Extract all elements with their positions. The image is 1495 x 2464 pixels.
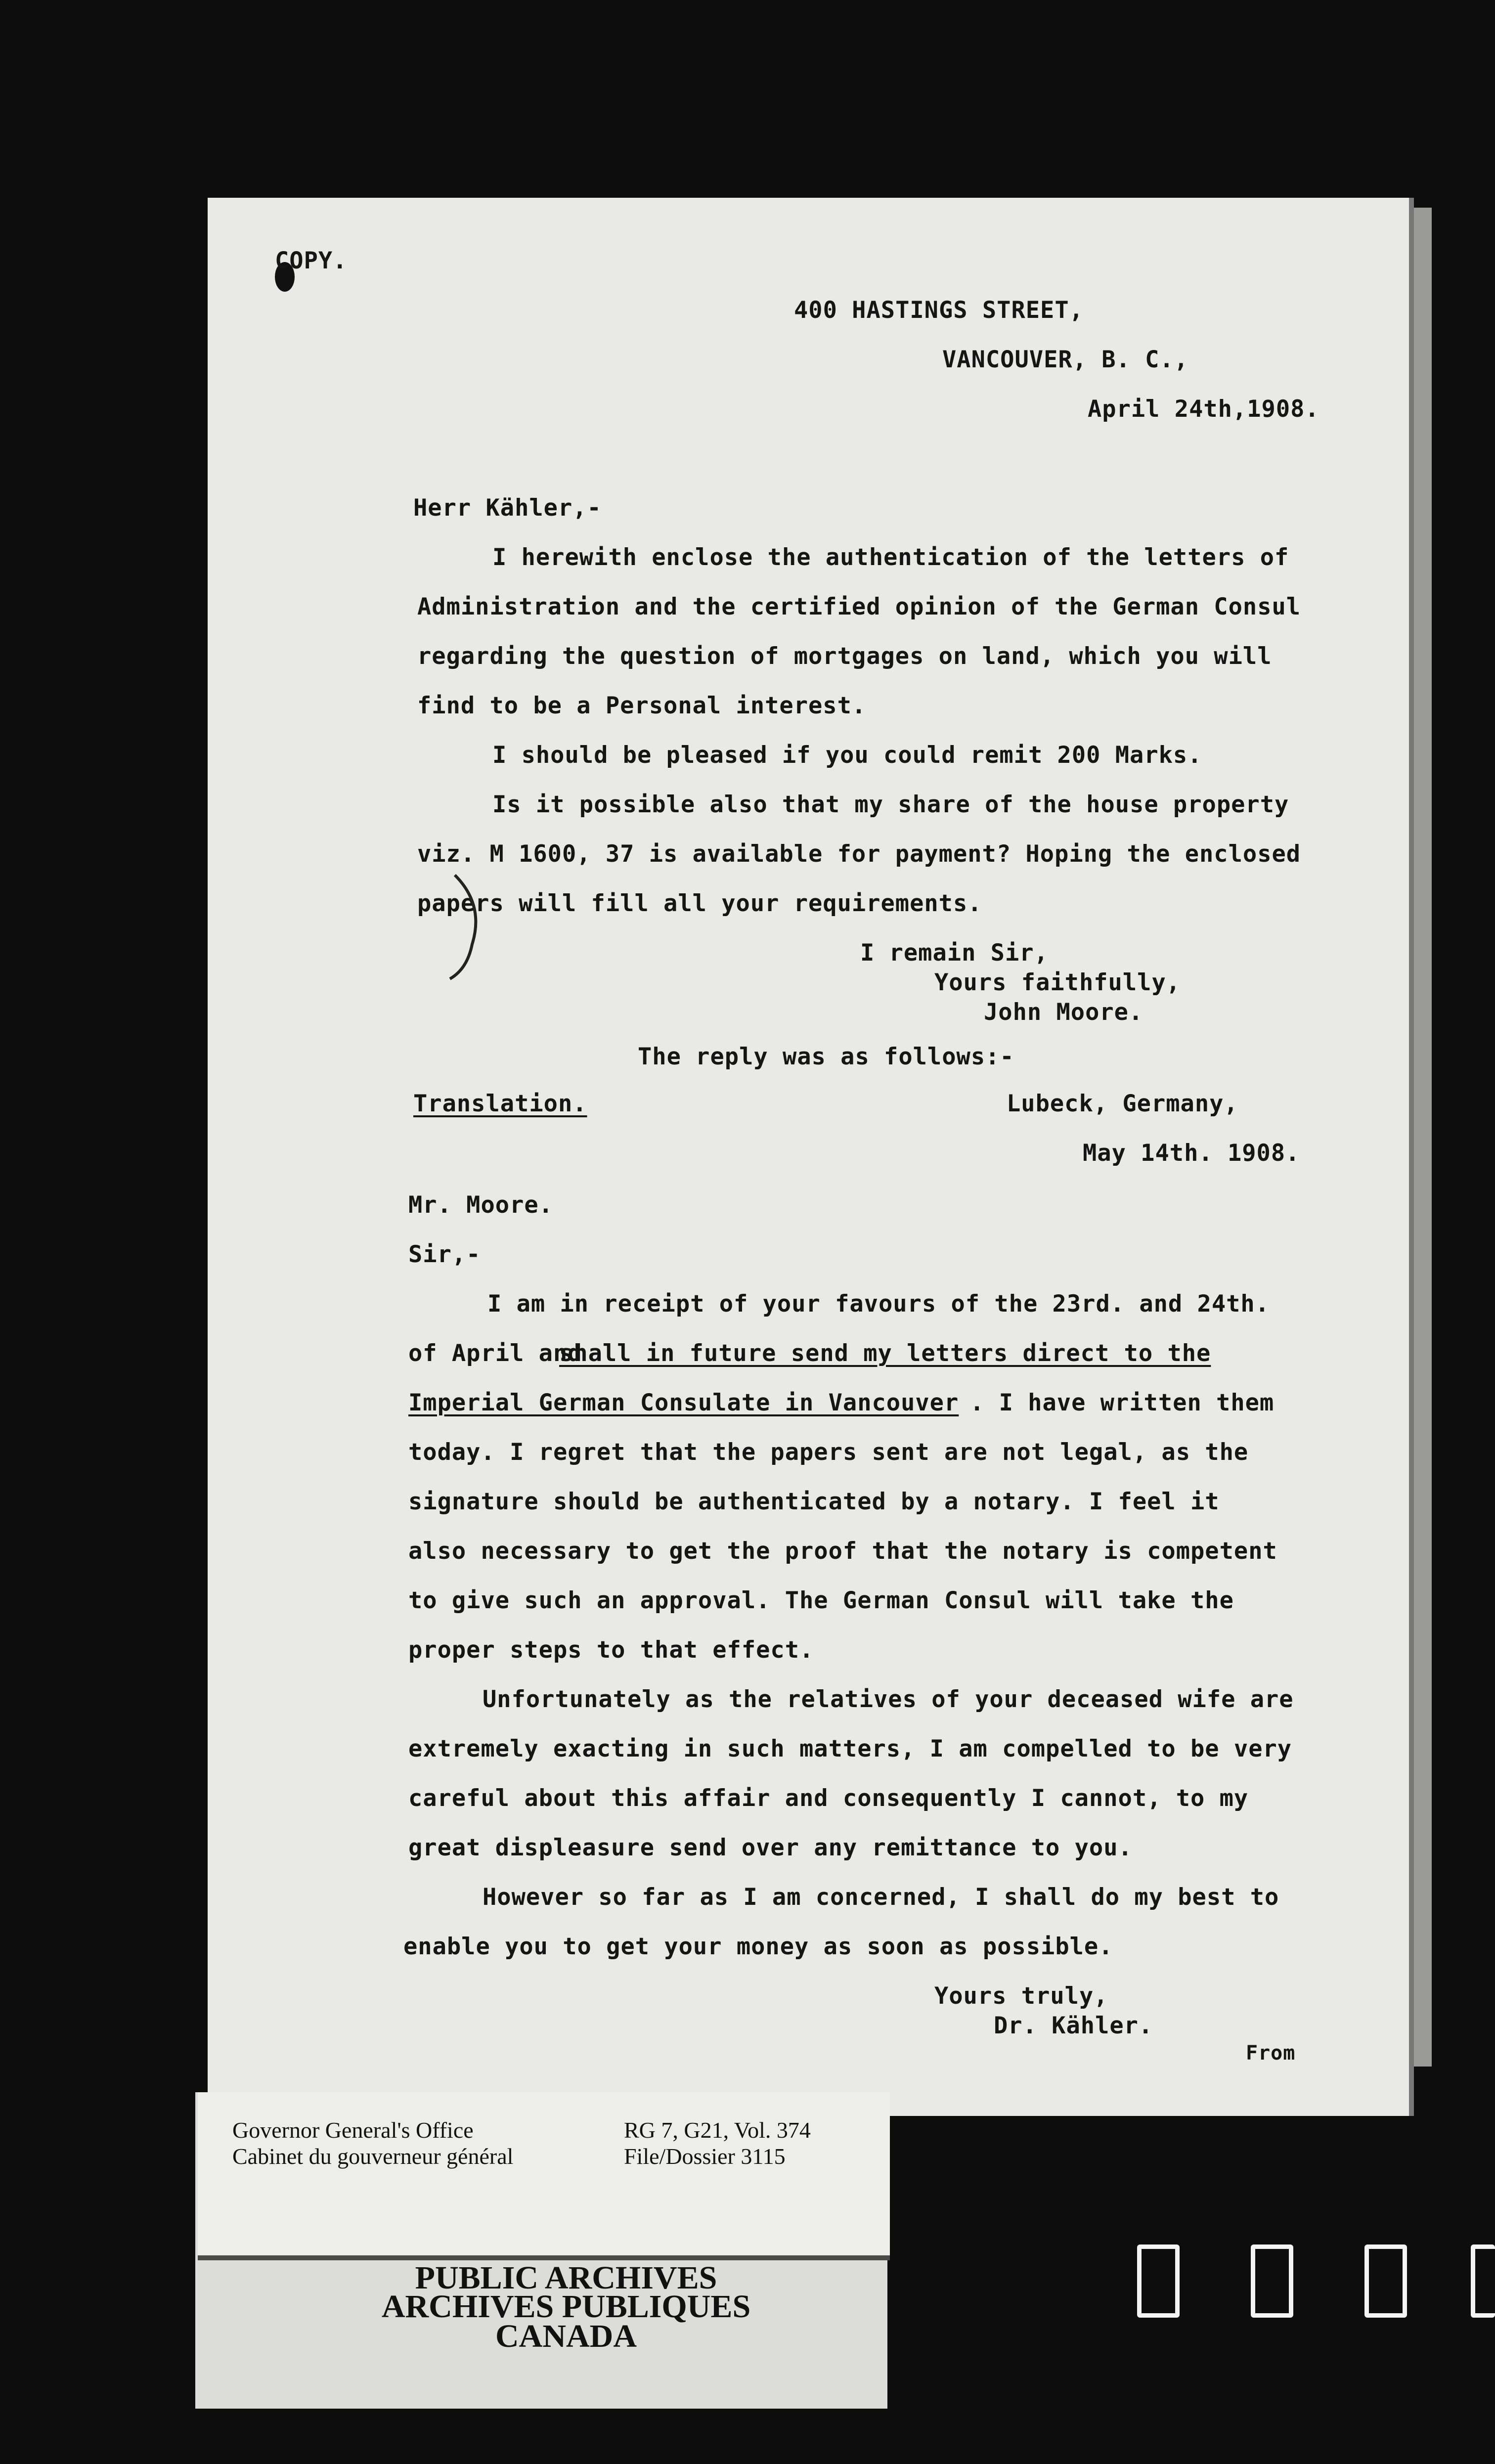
letter2-body-line: today. I regret that the papers sent are not legal, as the — [408, 1439, 1249, 1466]
office-en: Governor General's Office — [232, 2117, 474, 2143]
letter2-body-line: also necessary to get the proof that the notary is competent — [408, 1538, 1277, 1565]
archives-en: PUBLIC ARCHIVES — [415, 2260, 717, 2296]
letter2-body-line: However so far as I am concerned, I shall do my best to — [483, 1884, 1279, 1911]
letter2-date: May 14th. 1908. — [1083, 1140, 1300, 1167]
copy-mark: COPY. — [275, 247, 348, 274]
letter1-closing: I remain Sir, — [860, 939, 1049, 967]
reply-intro: The reply was as follows:- — [638, 1043, 1014, 1070]
letter1-body-line: I herewith enclose the authentication of the letters of — [492, 544, 1289, 571]
address-line-2: VANCOUVER, B. C., — [942, 346, 1189, 373]
frame-digit — [1471, 2244, 1495, 2318]
letter2-closing: Yours truly, — [934, 1982, 1108, 2010]
letter1-closing-2: Yours faithfully, — [934, 969, 1181, 996]
letter2-body-line: great displeasure send over any remittance to you. — [408, 1834, 1133, 1861]
frame-digit — [1251, 2244, 1293, 2318]
letter2-body-line: extremely exacting in such matters, I am compelled to be very — [408, 1735, 1292, 1762]
letter2-underlined-text: shall in future send my letters direct to the — [559, 1340, 1211, 1367]
letter2-addressee: Mr. Moore. — [408, 1191, 553, 1219]
letter2-body-line: of April and — [408, 1340, 582, 1367]
letter2-body-line: careful about this affair and consequently I cannot, to my — [408, 1785, 1249, 1812]
office-fr: Cabinet du gouverneur général — [232, 2144, 514, 2169]
letter2-body-line: signature should be authenticated by a notary. I feel it — [408, 1488, 1220, 1515]
letter1-date: April 24th,1908. — [1088, 396, 1319, 423]
archives-fr: ARCHIVES PUBLIQUES — [381, 2288, 751, 2325]
pencil-bracket-mark — [445, 870, 489, 984]
letter1-body-line: find to be a Personal interest. — [417, 692, 867, 719]
catchword: From — [1246, 2042, 1296, 2065]
archive-reference: RG 7, G21, Vol. 374 — [624, 2117, 811, 2143]
letter2-signature: Dr. Kähler. — [994, 2012, 1153, 2039]
letter2-body-line: enable you to get your money as soon as possible. — [403, 1933, 1113, 1960]
archive-file-number: File/Dossier 3115 — [624, 2144, 786, 2169]
letter1-body-line: regarding the question of mortgages on land, which you will — [417, 643, 1272, 670]
frame-digit — [1137, 2244, 1180, 2318]
address-line-1: 400 HASTINGS STREET, — [794, 297, 1084, 324]
letter2-body-line: Unfortunately as the relatives of your deceased wife are — [483, 1686, 1294, 1713]
letter1-body-line: viz. M 1600, 37 is available for payment? Hoping the enclosed — [417, 840, 1301, 868]
letter1-body-line: Administration and the certified opinion of the German Consul — [417, 593, 1301, 620]
letter2-body-line: proper steps to that effect. — [408, 1636, 814, 1664]
letter1-signature: John Moore. — [984, 999, 1143, 1026]
letter1-body-line: Is it possible also that my share of the house property — [492, 791, 1289, 818]
letter1-body-line: I should be pleased if you could remit 200 Marks. — [492, 742, 1202, 769]
letter2-body-line: to give such an approval. The German Consul will take the — [408, 1587, 1234, 1614]
letter2-place: Lubeck, Germany, — [1007, 1090, 1238, 1117]
letter1-body-line: papers will fill all your requirements. — [417, 890, 982, 917]
translation-heading: Translation. — [413, 1090, 587, 1117]
letter2-body-line: . I have written them — [970, 1389, 1275, 1416]
page-edge-shadow — [1409, 208, 1432, 2067]
letter2-body-line: I am in receipt of your favours of the 23rd. and 24th. — [487, 1290, 1270, 1318]
letter2-salutation: Sir,- — [408, 1241, 481, 1268]
archives-country: CANADA — [495, 2318, 637, 2354]
letter1-salutation: Herr Kähler,- — [413, 494, 602, 522]
letter2-underlined-text: Imperial German Consulate in Vancouver — [408, 1389, 959, 1416]
frame-digit — [1364, 2244, 1407, 2318]
